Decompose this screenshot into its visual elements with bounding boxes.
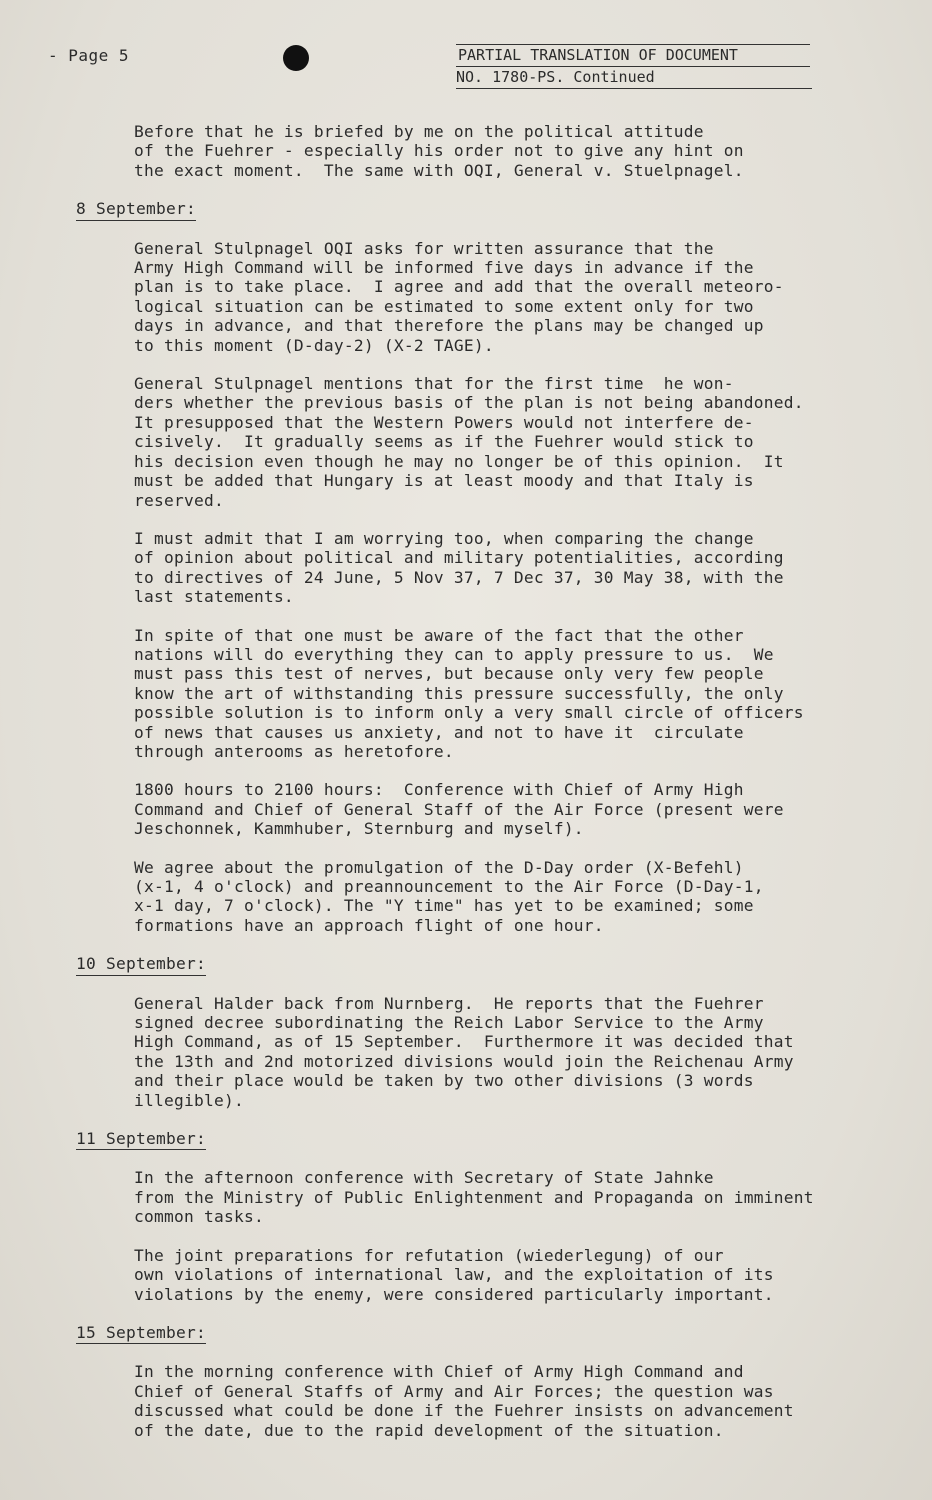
- text-line: General Stulpnagel mentions that for the first time he won-: [134, 374, 734, 394]
- text-line: Command and Chief of General Staff of the Air Force (present were: [134, 799, 784, 819]
- text-line: know the art of withstanding this pressure successfully, the only: [134, 683, 784, 703]
- text-line: General Stulpnagel OQI asks for written assurance that the: [134, 238, 714, 258]
- text-line: through anterooms as heretofore.: [134, 741, 454, 761]
- text-line: Chief of General Staffs of Army and Air Forces; the question was: [134, 1381, 774, 1401]
- text-line: Army High Command will be informed five days in advance if the: [134, 258, 754, 278]
- text-line: his decision even though he may no longer be of this opinion. It: [134, 451, 784, 471]
- date-heading: 15 September:: [76, 1323, 206, 1344]
- text-line: to this moment (D-day-2) (X-2 TAGE).: [134, 335, 494, 355]
- punch-hole-mark: [283, 45, 309, 71]
- entry-paragraph: [76, 374, 866, 510]
- entry-paragraph: [76, 780, 866, 838]
- entry-paragraph: [76, 626, 866, 762]
- text-line: ders whether the previous basis of the plan is not being abandoned.: [134, 393, 804, 413]
- text-line: of opinion about political and military potentialities, according: [134, 548, 784, 568]
- document-body: [76, 122, 866, 1459]
- date-entry: [76, 1323, 866, 1440]
- date-heading: 11 September:: [76, 1129, 206, 1150]
- document-number: NO. 1780-PS. Continued: [456, 67, 812, 89]
- text-line: signed decree subordinating the Reich Labor Service to the Army: [134, 1013, 764, 1033]
- text-line: In the morning conference with Chief of Army High Command and: [134, 1362, 744, 1382]
- text-line: cisively. It gradually seems as if the Fuehrer would stick to: [134, 432, 754, 452]
- dated-entries: [76, 199, 866, 1440]
- date-heading: 10 September:: [76, 954, 206, 975]
- text-line: nations will do everything they can to apply pressure to us. We: [134, 644, 774, 664]
- text-line: and their place would be taken by two other divisions (3 words: [134, 1071, 754, 1091]
- text-line: I must admit that I am worrying too, when comparing the change: [134, 528, 754, 548]
- text-line: (x-1, 4 o'clock) and preannouncement to the Air Force (D-Day-1,: [134, 877, 764, 896]
- entry-paragraph: [76, 858, 866, 936]
- text-line: of the date, due to the rapid development of the situation.: [134, 1420, 724, 1440]
- text-line: It presupposed that the Western Powers would not interfere de-: [134, 412, 754, 432]
- text-line: illegible).: [134, 1090, 244, 1110]
- entry-paragraph: [76, 529, 866, 607]
- text-line: discussed what could be done if the Fuehrer insists on advancement: [134, 1401, 794, 1421]
- document-title: PARTIAL TRANSLATION OF DOCUMENT: [456, 44, 810, 67]
- date-heading: 8 September:: [76, 199, 196, 220]
- text-line: from the Ministry of Public Enlightenment and Propaganda on imminent: [134, 1187, 814, 1207]
- document-header: [456, 44, 816, 89]
- date-entry: [76, 1129, 866, 1304]
- text-line: formations have an approach flight of one hour.: [134, 915, 604, 935]
- text-line: 1800 hours to 2100 hours: Conference with Chief of Army High: [134, 780, 744, 800]
- text-line: possible solution is to inform only a very small circle of officers: [134, 703, 804, 723]
- text-line: of news that causes us anxiety, and not to have it circulate: [134, 722, 744, 742]
- text-line: days in advance, and that therefore the plans may be changed up: [134, 316, 764, 336]
- entry-paragraph: [76, 1168, 866, 1226]
- entry-paragraph: [76, 239, 866, 355]
- text-line: own violations of international law, and the exploitation of its: [134, 1265, 774, 1285]
- text-line: must be added that Hungary is at least moody and that Italy is: [134, 471, 754, 491]
- text-line: In the afternoon conference with Secretary of State Jahnke: [134, 1168, 714, 1188]
- text-line: x-1 day, 7 o'clock). The "Y time" has yet to be examined; some: [134, 896, 754, 916]
- text-line: logical situation can be estimated to some extent only for two: [134, 296, 754, 316]
- text-line: We agree about the promulgation of the D-Day order (X-Befehl): [134, 857, 744, 877]
- text-line: High Command, as of 15 September. Furthermore it was decided that: [134, 1032, 794, 1052]
- entry-paragraph: [76, 1246, 866, 1304]
- text-line: The joint preparations for refutation (wiederlegung) of our: [134, 1245, 724, 1265]
- text-line: violations by the enemy, were considered particularly important.: [134, 1284, 774, 1304]
- entry-paragraph: [76, 994, 866, 1110]
- text-line: the 13th and 2nd motorized divisions would join the Reichenau Army: [134, 1051, 794, 1071]
- text-line: to directives of 24 June, 5 Nov 37, 7 Dec 37, 30 May 38, with the: [134, 567, 784, 587]
- text-line: plan is to take place. I agree and add that the overall meteoro-: [134, 277, 784, 297]
- text-line: of the Fuehrer - especially his order not to give any hint on: [134, 141, 744, 161]
- text-line: last statements.: [134, 587, 294, 607]
- intro-paragraph: [76, 122, 866, 180]
- text-line: common tasks.: [134, 1207, 264, 1227]
- entry-paragraph: [76, 1362, 866, 1440]
- text-line: Jeschonnek, Kammhuber, Sternburg and myself).: [134, 819, 584, 839]
- text-line: In spite of that one must be aware of the fact that the other: [134, 625, 744, 645]
- text-line: Before that he is briefed by me on the political attitude: [134, 122, 704, 141]
- text-line: the exact moment. The same with OQI, General v. Stuelpnagel.: [134, 160, 744, 180]
- page-number: - Page 5: [48, 46, 130, 65]
- text-line: reserved.: [134, 490, 224, 510]
- text-line: must pass this test of nerves, but because only very few people: [134, 664, 764, 684]
- date-entry: [76, 954, 866, 1110]
- date-entry: [76, 199, 866, 935]
- text-line: General Halder back from Nurnberg. He reports that the Fuehrer: [134, 993, 764, 1013]
